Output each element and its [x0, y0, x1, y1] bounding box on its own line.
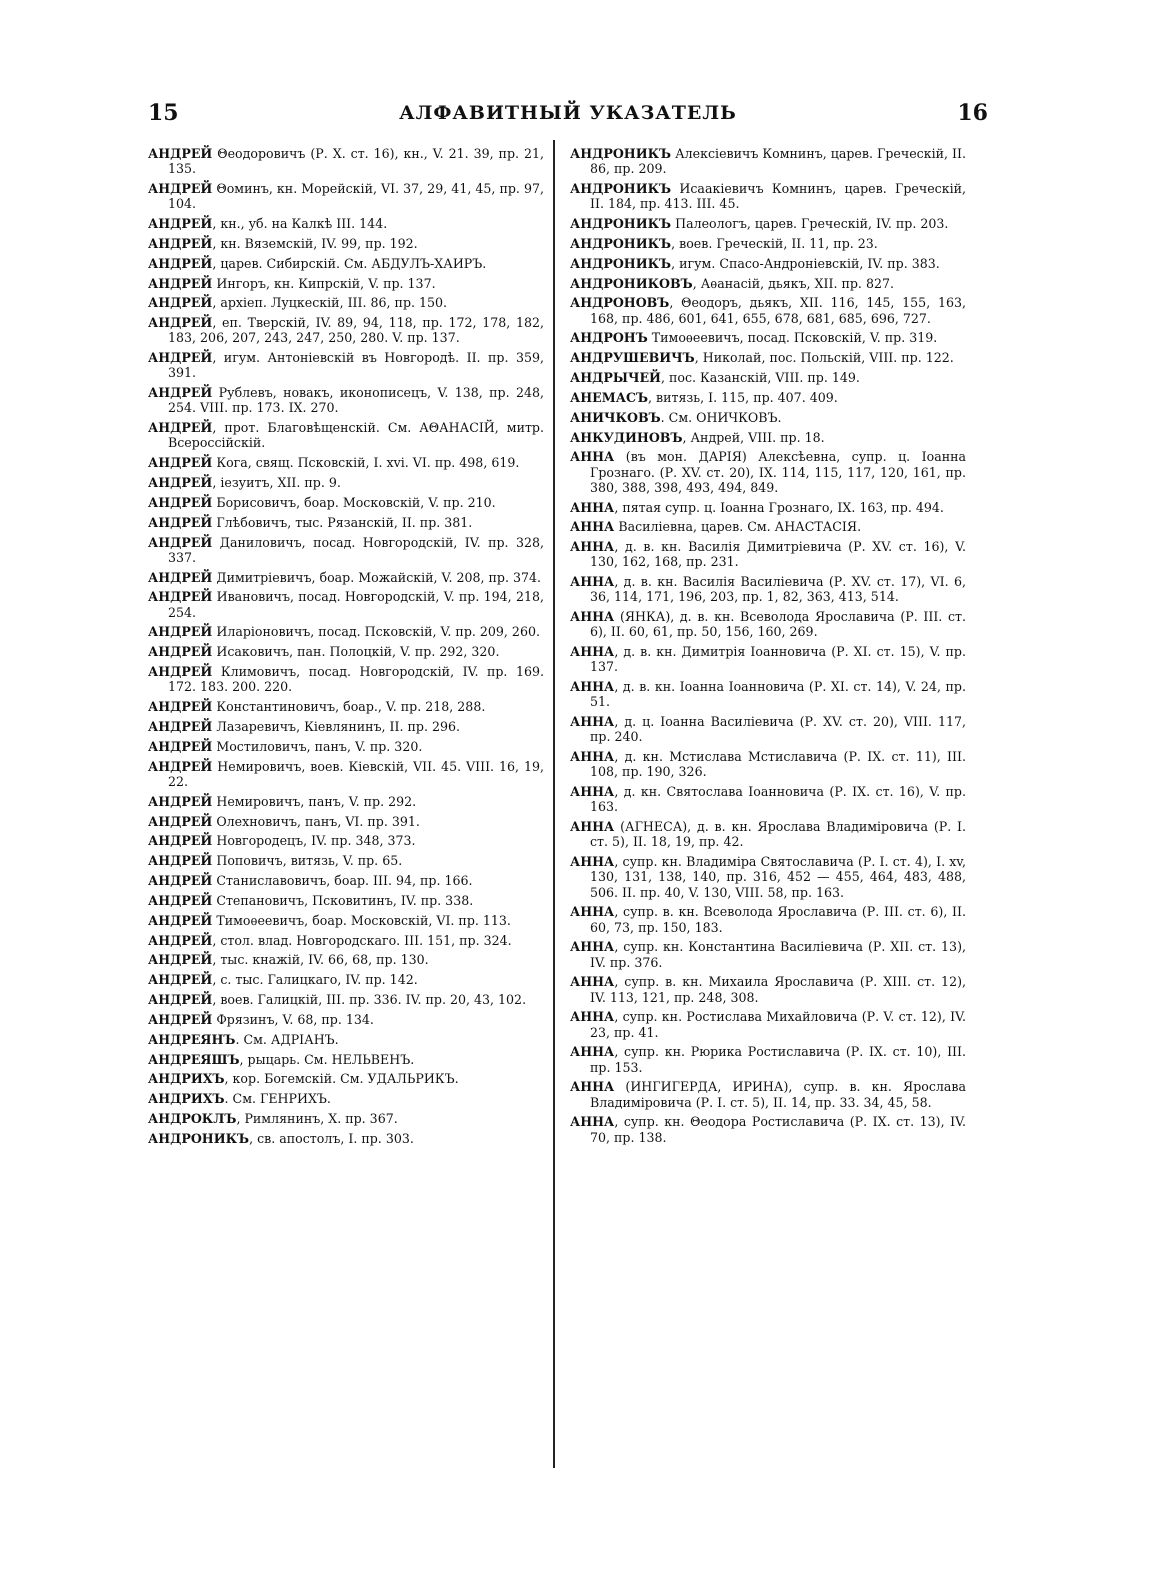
index-entry [148, 515, 544, 530]
entry-headword: АННА [570, 449, 615, 465]
entry-details: Лазаревичъ, Кіевлянинъ, II. пр. 296. [212, 718, 460, 734]
entry-details: , супр. кн. Рюрика Ростиславича (Р. IX. ст. 10), III. пр. 153. [590, 1044, 966, 1075]
index-entry [570, 714, 966, 744]
entry-headword: АНДРЕЙ [148, 146, 213, 161]
index-entry [148, 216, 544, 231]
entry-headword: АНДРОНИКЪ [570, 255, 672, 271]
index-entry [570, 236, 966, 251]
entry-details: Алексіевичъ Комнинъ, царев. Греческій, II. 86, пр. 209. [590, 146, 966, 177]
entry-headword: АНДРОНИКЪ [570, 216, 672, 231]
column-divider [553, 140, 555, 1468]
entry-headword: АНДРЕЙ [148, 235, 213, 251]
index-entry [148, 146, 544, 176]
entry-details: Рублевъ, новакъ, иконописецъ, V. 138, пр. 248, 254. VIII. пр. 173. IX. 270. [168, 385, 544, 416]
index-entry [148, 570, 544, 585]
entry-details: (въ мон. ДАРІЯ) Алексѣевна, супр. ц. Іоанна Грознаго. (Р. XV. ст. 20), IX. 114, 115, 117, 120, 161, пр. 380, 388, 398, 493, 494, 849. [590, 449, 966, 495]
entry-details: , супр. кн. Θеодора Ростиславича (Р. IX. ст. 13), IV. 70, пр. 138. [590, 1114, 966, 1145]
entry-details: Θеодоровичъ (Р. X. ст. 16), кн., V. 21. 39, пр. 21, 135. [168, 146, 544, 177]
entry-details: Исаковичъ, пан. Полоцкій, V. пр. 292, 320. [212, 644, 500, 660]
entry-headword: АНДРЕЯШЪ [148, 1051, 240, 1067]
entry-details: Димитріевичъ, боар. Можайскій, V. 208, пр. 374. [212, 569, 541, 585]
entry-details: , витязь, I. 115, пр. 407. 409. [648, 389, 838, 405]
entry-headword: АННА [570, 1114, 615, 1130]
index-entry [570, 276, 966, 291]
entry-headword: АНДРОНИКЪ [148, 1131, 250, 1146]
entry-headword: АНДРЕЙ [148, 420, 213, 436]
entry-details: Борисовичъ, боар. Московскій, V. пр. 210. [212, 494, 496, 510]
entry-details: . См. ОНИЧКОВЪ. [660, 409, 782, 425]
entry-details: Степановичъ, Псковитинъ, IV. пр. 338. [212, 892, 474, 908]
entry-details: Θоминъ, кн. Морейскій, VI. 37, 29, 41, 45, пр. 97, 104. [168, 181, 544, 212]
entry-details: Тимоѳеевичъ, боар. Московскій, VI. пр. 113. [212, 912, 511, 928]
entry-details: , Аѳанасій, дьякъ, XII. пр. 827. [692, 275, 894, 291]
entry-details: , супр. кн. Константина Василіевича (Р. XII. ст. 13), IV. пр. 376. [590, 939, 966, 970]
index-entry [570, 500, 966, 515]
index-entry [148, 853, 544, 868]
entry-headword: АННА [570, 539, 615, 555]
index-entry [570, 216, 966, 231]
index-entry [570, 181, 966, 211]
entry-details: , игум. Спасо-Андроніевскій, IV. пр. 383. [671, 255, 940, 271]
entry-headword: АНДРОНИКЪ [570, 181, 672, 196]
index-entry [148, 699, 544, 714]
entry-headword: АНДРЕЙ [148, 992, 213, 1008]
index-entry [148, 475, 544, 490]
entry-headword: АННА [570, 714, 615, 730]
entry-details: , пятая супр. ц. Іоанна Грознаго, IX. 163, пр. 494. [614, 499, 944, 515]
entry-headword: АНДРЕЙ [148, 315, 213, 331]
entry-details: , воев. Греческій, II. 11, пр. 23. [671, 235, 878, 251]
index-entry [148, 495, 544, 510]
entry-headword: АНДРОНИКОВЪ [570, 275, 693, 291]
index-entry [148, 664, 544, 694]
page-title: АЛФАВИТНЫЙ УКАЗАТЕЛЬ [399, 102, 737, 124]
entry-details: Кога, свящ. Псковскій, I. xvi. VI. пр. 498, 619. [212, 455, 520, 471]
index-entry [148, 420, 544, 450]
index-entry [148, 455, 544, 470]
index-entry [570, 370, 966, 385]
entry-details: , тыс. кнажій, IV. 66, 68, пр. 130. [212, 952, 429, 968]
entry-details: Станиславовичъ, боар. III. 94, пр. 166. [212, 873, 473, 889]
entry-details: , супр. кн. Ростислава Михайловича (Р. V. ст. 12), IV. 23, пр. 41. [590, 1009, 966, 1040]
entry-details: , архіеп. Луцкескій, III. 86, пр. 150. [212, 295, 448, 311]
entry-details: Климовичъ, посад. Новгородскій, IV. пр. 169. 172. 183. 200. 220. [168, 664, 544, 695]
index-entry [148, 814, 544, 829]
entry-details: , д. ц. Іоанна Василіевича (Р. XV. ст. 20), VIII. 117, пр. 240. [590, 714, 966, 745]
index-entry [570, 974, 966, 1004]
entry-headword: АНДРОНОВЪ [570, 295, 670, 311]
entry-headword: АНДРЕЙ [148, 255, 213, 271]
entry-details: Даниловичъ, посад. Новгородскій, IV. пр. 328, 337. [168, 534, 544, 565]
entry-headword: АННА [570, 819, 615, 835]
index-entry [570, 609, 966, 639]
index-entry [570, 330, 966, 345]
index-entry [570, 256, 966, 271]
index-column-left [148, 146, 544, 1151]
entry-headword: АНДРЕЙ [148, 892, 213, 908]
index-entry [570, 350, 966, 365]
entry-details: , царев. Сибирскій. См. АБДУЛЪ-ХАИРЪ. [212, 255, 487, 271]
entry-details: (ЯНКА), д. в. кн. Всеволода Ярославича (Р. III. ст. 6), II. 60, 61, пр. 50, 156, 160, 269. [590, 609, 966, 640]
index-column-right [570, 146, 966, 1149]
index-entry [148, 315, 544, 345]
entry-headword: АНДРИХЪ [148, 1071, 225, 1087]
entry-headword: АНДРЕЙ [148, 793, 213, 809]
entry-details: , д. в. кн. Димитрія Іоанновича (Р. XI. ст. 15), V. пр. 137. [590, 644, 966, 675]
entry-headword: АНДРЕЙ [148, 534, 213, 550]
entry-details: , с. тыс. Галицкаго, IV. пр. 142. [212, 972, 418, 988]
entry-headword: АНДРЕЙ [148, 738, 213, 754]
index-entry [570, 644, 966, 674]
entry-headword: АННА [570, 854, 615, 870]
entry-headword: АНКУДИНОВЪ [570, 429, 683, 445]
index-entry [570, 1009, 966, 1039]
entry-headword: АННА [570, 1044, 615, 1060]
entry-details: , Θеодоръ, дьякъ, XII. 116, 145, 155, 163, 168, пр. 486, 601, 641, 655, 678, 681, 685, 696, 727. [590, 295, 966, 326]
entry-headword: АНДРЕЙ [148, 1011, 213, 1027]
index-entry [148, 385, 544, 415]
index-entry [148, 739, 544, 754]
page-number-left: 15 [148, 100, 179, 126]
index-entry [148, 1032, 544, 1047]
index-entry [148, 1131, 544, 1146]
index-entry [148, 794, 544, 809]
entry-details: Исаакіевичъ Комнинъ, царев. Греческій, II. 184, пр. 413. III. 45. [590, 181, 966, 212]
entry-details: Немировичъ, воев. Кіевскій, VII. 45. VIII. 16, 19, 22. [168, 758, 544, 789]
entry-headword: АНДРЕЙ [148, 569, 213, 585]
entry-headword: АНДРОНИКЪ [570, 146, 672, 161]
index-entry [148, 1071, 544, 1086]
index-entry [148, 350, 544, 380]
entry-details: Тимоѳеевичъ, посад. Псковскій, V. пр. 319. [647, 330, 938, 346]
entry-details: Палеологъ, царев. Греческій, IV. пр. 203. [671, 216, 949, 231]
index-entry [570, 430, 966, 445]
entry-headword: АНДРЕЙ [148, 514, 213, 530]
entry-headword: АННА [570, 1009, 615, 1025]
index-entry [148, 589, 544, 619]
entry-headword: АННА [570, 939, 615, 955]
entry-headword: АНДРЕЙ [148, 455, 213, 471]
entry-headword: АНДРЕЙ [148, 664, 213, 680]
index-entry [570, 939, 966, 969]
entry-details: , д. в. кн. Василія Василіевича (Р. XV. ст. 17), VI. 6, 36, 114, 171, 196, 203, пр. 1, 82, 363, 413, 514. [590, 574, 966, 605]
entry-headword: АНДРЕЙ [148, 475, 213, 491]
index-entry [570, 295, 966, 325]
entry-headword: АННА [570, 749, 615, 765]
entry-details: . См. АДРІАНЪ. [235, 1031, 339, 1047]
entry-headword: АНДРЕЙ [148, 972, 213, 988]
entry-headword: АНДРЕЙ [148, 644, 213, 660]
entry-headword: АНДРИХЪ [148, 1091, 225, 1107]
index-entry [148, 1012, 544, 1027]
entry-details: Немировичъ, панъ, V. пр. 292. [212, 793, 417, 809]
entry-details: , Андрей, VIII. пр. 18. [682, 429, 825, 445]
entry-headword: АНДРЕЙ [148, 216, 213, 231]
index-entry [570, 749, 966, 779]
entry-headword: АНДРЕЙ [148, 952, 213, 968]
entry-headword: АНДРЕЙ [148, 589, 213, 605]
index-entry [148, 644, 544, 659]
entry-details: , Римлянинъ, X. пр. 367. [236, 1111, 398, 1127]
entry-details: , игум. Антоніевскій въ Новгородѣ. II. пр. 359, 391. [168, 350, 544, 381]
index-entry [148, 535, 544, 565]
entry-details: (ИНГИГЕРДА, ИРИНА), супр. в. кн. Ярослава Владиміровича (Р. I. ст. 5), II. 14, пр. 33. 34, 45, 58. [590, 1079, 966, 1110]
entry-details: , супр. в. кн. Всеволода Ярославича (Р. III. ст. 6), II. 60, 73, пр. 150, 183. [590, 904, 966, 935]
entry-details: , супр. кн. Владиміра Святославича (Р. I. ст. 4), I. xv, 130, 131, 138, 140, пр. 316, 452 — 455, 464, 483, 488, 506. II. пр. 40, V. 130, VIII. 58, пр. 163. [590, 854, 966, 900]
entry-headword: АНДРЕЙ [148, 932, 213, 948]
entry-headword: АНДРЕЙ [148, 853, 213, 869]
entry-headword: АНДРУШЕВИЧЪ [570, 350, 695, 366]
entry-headword: АННА [570, 974, 615, 990]
entry-headword: АНДРОКЛЪ [148, 1111, 237, 1127]
index-entry [570, 519, 966, 534]
entry-details: , іезуитъ, XII. пр. 9. [212, 475, 341, 491]
entry-details: Поповичъ, витязь, V. пр. 65. [212, 853, 403, 869]
entry-details: Глѣбовичъ, тыс. Рязанскій, II. пр. 381. [212, 514, 473, 530]
entry-headword: АННА [570, 784, 615, 800]
entry-details: Ивановичъ, посад. Новгородскій, V. пр. 194, 218, 254. [168, 589, 544, 620]
entry-headword: АНДРЕЙ [148, 912, 213, 928]
entry-details: , стол. влад. Новгородскаго. III. 151, пр. 324. [212, 932, 512, 948]
entry-details: , супр. в. кн. Михаила Ярославича (Р. XIII. ст. 12), IV. 113, 121, пр. 248, 308. [590, 974, 966, 1005]
entry-headword: АНДРЕЙ [148, 699, 213, 715]
page-header [148, 100, 988, 140]
index-entry [148, 181, 544, 211]
entry-details: , воев. Галицкій, III. пр. 336. IV. пр. 20, 43, 102. [212, 992, 527, 1008]
entry-details: Мостиловичъ, панъ, V. пр. 320. [212, 738, 423, 754]
entry-details: , кн. Вяземскій, IV. 99, пр. 192. [212, 235, 418, 251]
entry-details: (АГНЕСА), д. в. кн. Ярослава Владиміровича (Р. I. ст. 5), II. 18, 19, пр. 42. [590, 819, 966, 850]
entry-headword: АНДРЕЙ [148, 350, 213, 366]
entry-headword: АНДРЕЙ [148, 833, 213, 849]
page-number-right: 16 [957, 100, 988, 126]
index-entry [570, 1079, 966, 1109]
entry-details: Олехновичъ, панъ, VI. пр. 391. [212, 813, 420, 829]
entry-headword: АННА [570, 644, 615, 660]
entry-details: , рыцарь. См. НЕЛЬВЕНЪ. [239, 1051, 415, 1067]
index-entry [570, 390, 966, 405]
index-entry [148, 624, 544, 639]
index-entry [570, 679, 966, 709]
entry-details: , кн., уб. на Калкѣ III. 144. [212, 216, 388, 231]
index-entry [570, 1114, 966, 1144]
entry-headword: АННА [570, 679, 615, 695]
entry-headword: АННА [570, 1079, 615, 1095]
entry-headword: АНДРЕЙ [148, 494, 213, 510]
index-entry [570, 449, 966, 494]
entry-headword: АНДРОНЪ [570, 330, 648, 346]
entry-details: , пос. Казанскій, VIII. пр. 149. [660, 370, 860, 386]
entry-headword: АНДРЕЙ [148, 873, 213, 889]
entry-headword: АНДРЕЙ [148, 758, 213, 774]
entry-headword: АНДРЕЙ [148, 813, 213, 829]
entry-headword: АННА [570, 574, 615, 590]
index-entry [148, 933, 544, 948]
index-entry [570, 1044, 966, 1074]
index-entry [148, 256, 544, 271]
entry-details: Василіевна, царев. См. АНАСТАСІЯ. [614, 519, 862, 535]
index-entry [148, 1091, 544, 1106]
entry-details: Ингоръ, кн. Кипрскій, V. пр. 137. [212, 275, 436, 291]
index-entry [148, 952, 544, 967]
index-entry [148, 1052, 544, 1067]
entry-headword: АНДРЕЙ [148, 385, 213, 401]
entry-details: Константиновичъ, боар., V. пр. 218, 288. [212, 699, 486, 715]
index-entry [148, 972, 544, 987]
index-entry [148, 833, 544, 848]
index-entry [148, 295, 544, 310]
index-entry [148, 913, 544, 928]
entry-headword: АНДРЫЧЕЙ [570, 370, 661, 386]
entry-headword: АНДРЕЙ [148, 295, 213, 311]
entry-details: , Николай, пос. Польскій, VIII. пр. 122. [694, 350, 954, 366]
entry-details: , кор. Богемскій. См. УДАЛЬРИКЪ. [224, 1071, 459, 1087]
entry-details: , д. кн. Мстислава Мстиславича (Р. IX. ст. 11), III. 108, пр. 190, 326. [590, 749, 966, 780]
entry-headword: АНДРЕЙ [148, 624, 213, 640]
index-entry [570, 904, 966, 934]
entry-details: Фрязинъ, V. 68, пр. 134. [212, 1011, 374, 1027]
entry-headword: АНДРЕЙ [148, 718, 213, 734]
entry-details: , д. в. кн. Василія Димитріевича (Р. XV. ст. 16), V. 130, 162, 168, пр. 231. [590, 539, 966, 570]
index-entry [148, 893, 544, 908]
index-entry [570, 819, 966, 849]
entry-headword: АНЕМАСЪ [570, 389, 649, 405]
index-entry [570, 854, 966, 899]
index-entry [148, 1111, 544, 1126]
index-entry [148, 992, 544, 1007]
entry-headword: АНДРОНИКЪ [570, 235, 672, 251]
entry-headword: АННА [570, 609, 615, 625]
entry-details: , д. в. кн. Іоанна Іоанновича (Р. XI. ст. 14), V. 24, пр. 51. [590, 679, 966, 710]
entry-headword: АННА [570, 904, 615, 920]
entry-details: , прот. Благовѣщенскій. См. АΘАНАСІЙ, митр. Всероссійскій. [168, 420, 544, 451]
entry-headword: АНДРЕЯНЪ [148, 1031, 236, 1047]
entry-headword: АНДРЕЙ [148, 181, 213, 196]
entry-details: Иларіоновичъ, посад. Псковскій, V. пр. 209, 260. [212, 624, 540, 640]
entry-headword: АНДРЕЙ [148, 275, 213, 291]
index-entry [148, 276, 544, 291]
index-entry [570, 784, 966, 814]
entry-headword: АННА [570, 499, 615, 515]
entry-details: Новгородецъ, IV. пр. 348, 373. [212, 833, 416, 849]
index-entry [570, 146, 966, 176]
index-entry [570, 539, 966, 569]
entry-details: , д. кн. Святослава Іоанновича (Р. IX. ст. 16), V. пр. 163. [590, 784, 966, 815]
index-entry [148, 719, 544, 734]
entry-headword: АННА [570, 519, 615, 535]
index-entry [570, 574, 966, 604]
index-entry [148, 759, 544, 789]
index-entry [570, 410, 966, 425]
entry-details: , св. апостолъ, I. пр. 303. [249, 1131, 414, 1146]
entry-headword: АНИЧКОВЪ [570, 409, 661, 425]
entry-details: . См. ГЕНРИХЪ. [224, 1091, 331, 1107]
index-entry [148, 873, 544, 888]
entry-details: , еп. Тверскій, IV. 89, 94, 118, пр. 172, 178, 182, 183, 206, 207, 243, 247, 250, 280. V. пр. 137. [168, 315, 544, 346]
index-entry [148, 236, 544, 251]
